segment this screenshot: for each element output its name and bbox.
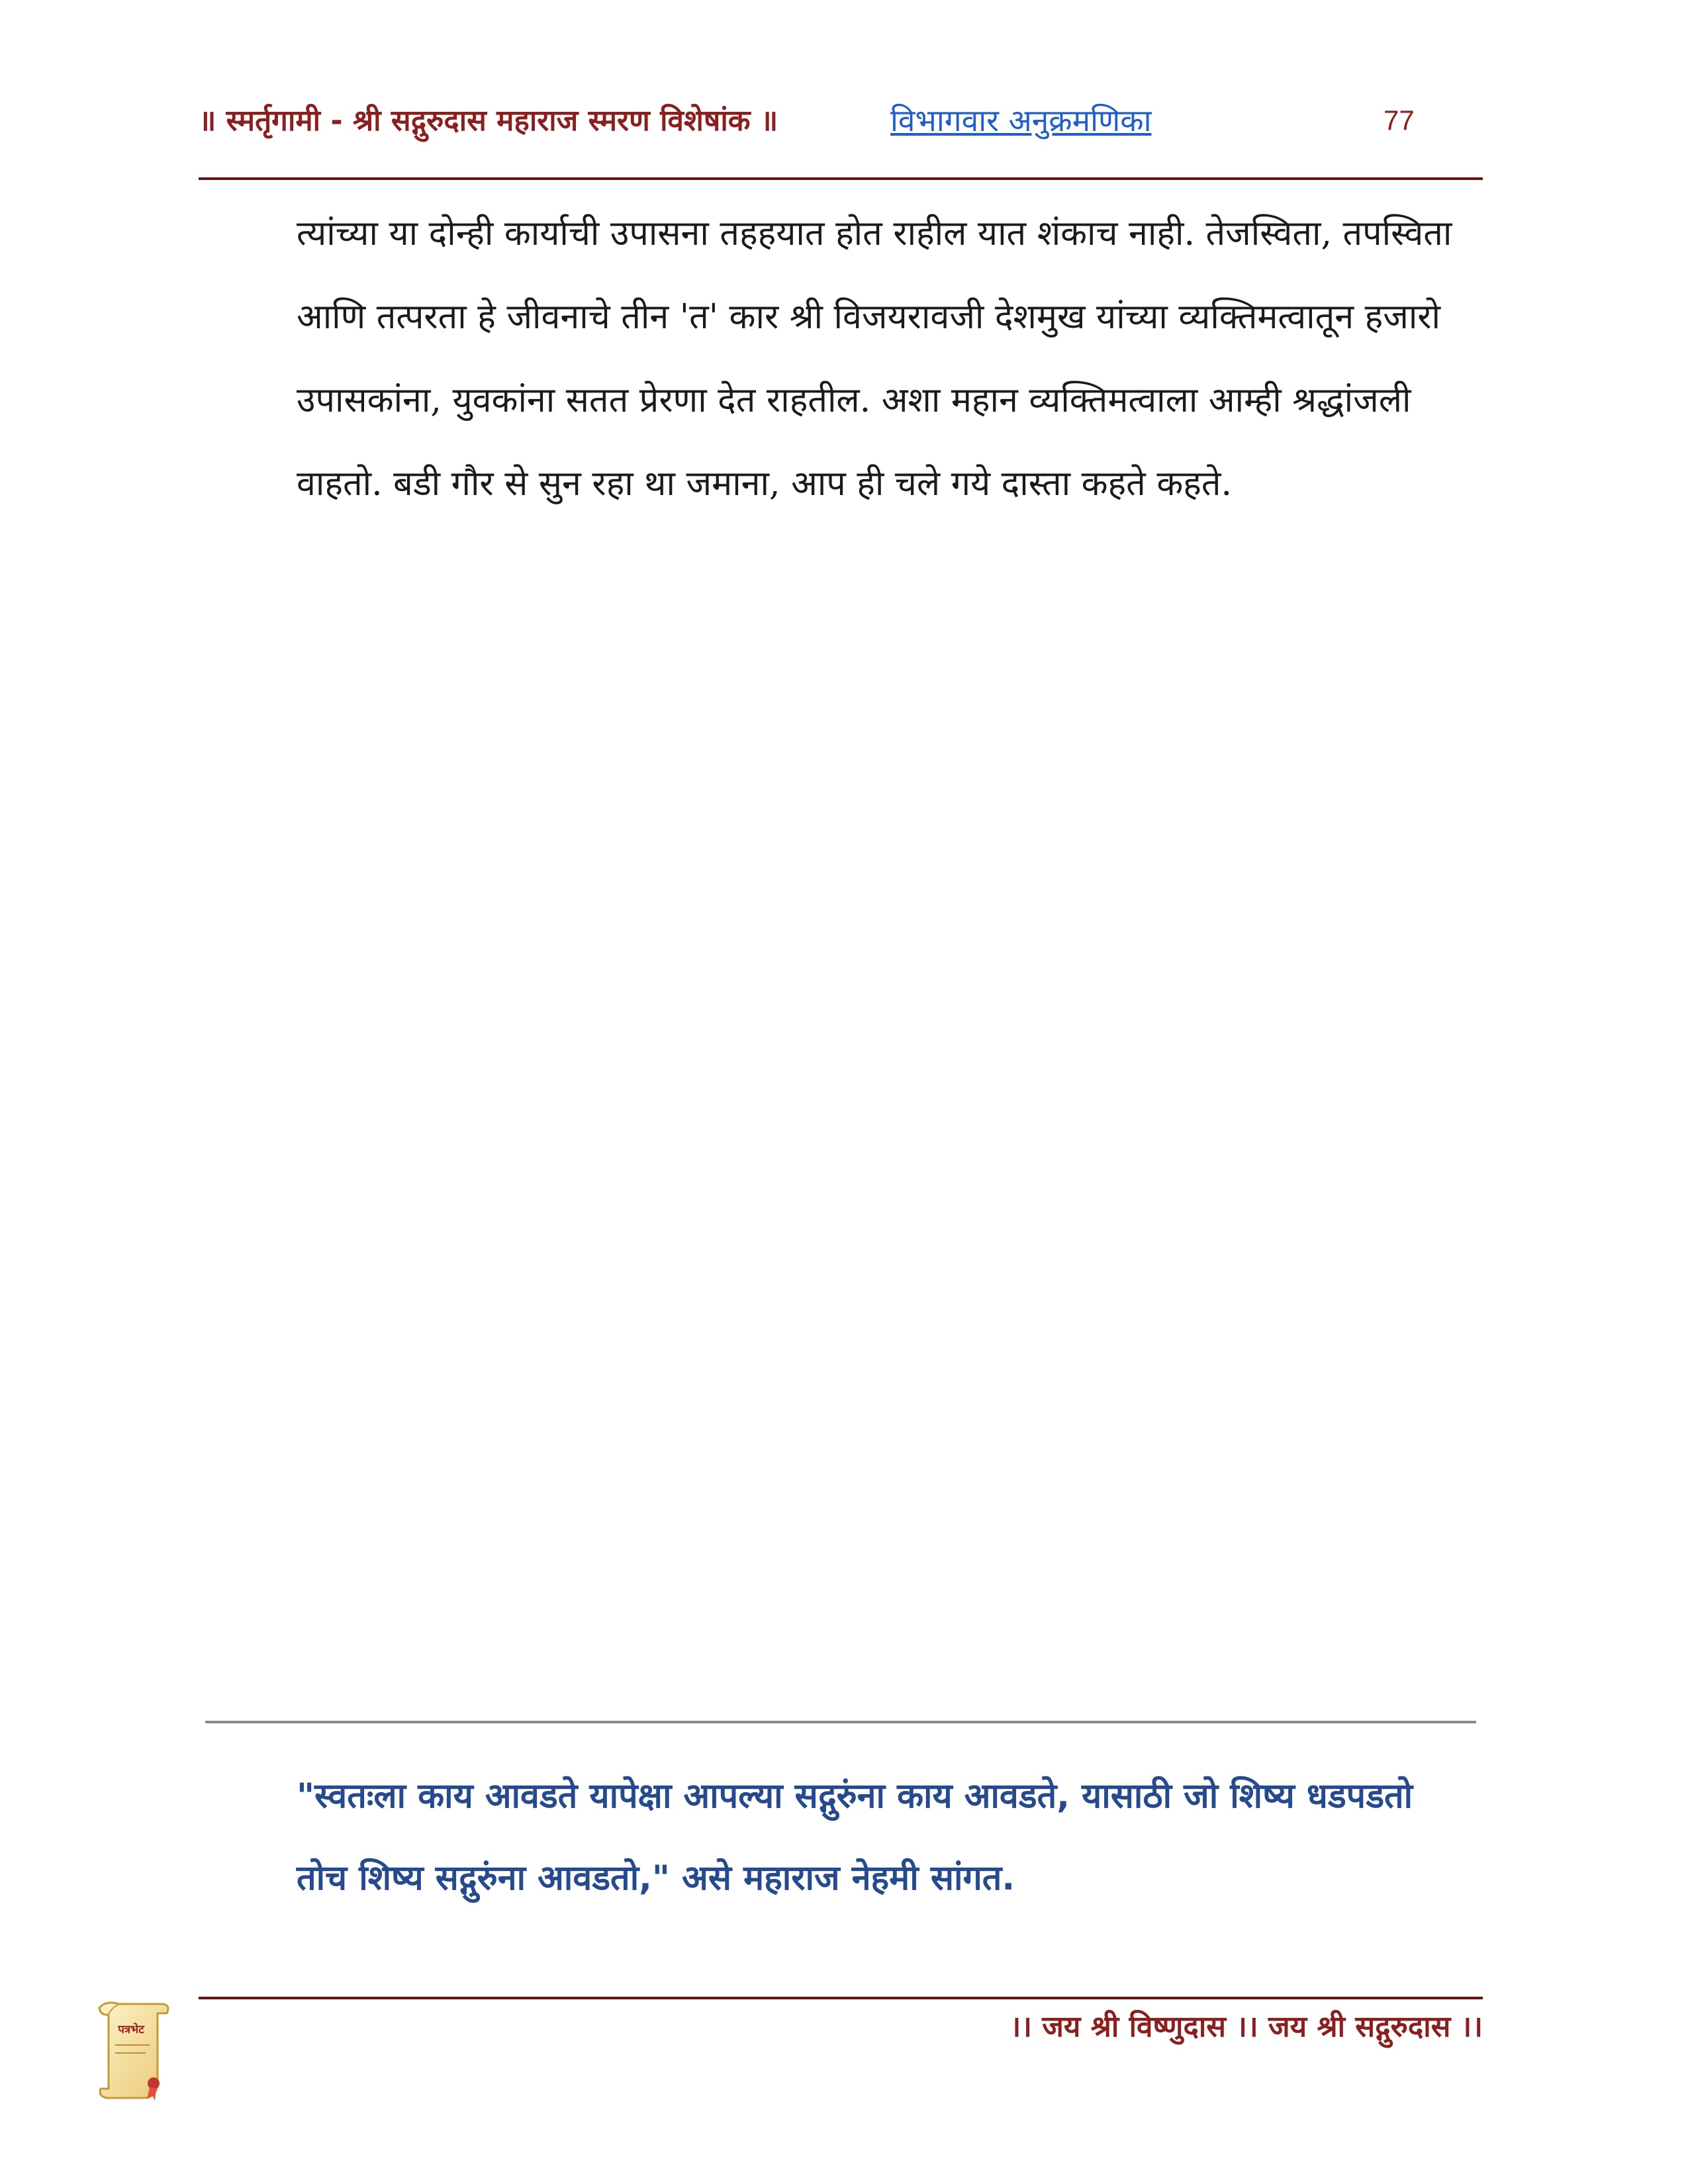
page-number: 77 (1383, 105, 1415, 136)
logo-label: पत्रभेट (118, 2023, 144, 2036)
quote-divider (205, 1721, 1476, 1723)
scroll-logo-icon (93, 1999, 172, 2105)
header-divider (199, 177, 1483, 180)
index-link[interactable]: विभागवार अनुक्रमणिका (890, 103, 1152, 138)
body-paragraph: त्यांच्या या दोन्ही कार्याची उपासना तहहयात होत राहील यात शंकाच नाही. तेजस्विता, तपस्विता आणि तत्परता हे जीवनाचे तीन 'त' कार श्री विजयरावजी देशमुख यांच्या व्यक्तिमत्वातून हजारो उपासकांना, युवकांना सतत प्रेरणा देत राहतील. अशा महान व्यक्तिमत्वाला आम्ही श्रद्धांजली वाहतो. बडी गौर से सुन रहा था जमाना, आप ही चले गये दास्ता कहते कहते. (297, 214, 1452, 504)
footer-divider (199, 1997, 1483, 1999)
quote-text: "स्वतःला काय आवडते यापेक्षा आपल्या सद्गुरुंना काय आवडते, यासाठी जो शिष्य धडपडतो तोच शिष्य सद्गुरुंना आवडतो," असे महाराज नेहमी सांगत. (297, 1776, 1413, 1898)
footer-text: ।। जय श्री विष्णुदास ।। जय श्री सद्गुरुदास ।। (1009, 2010, 1483, 2044)
header-title: ॥ स्मर्तृगामी - श्री सद्गुरुदास महाराज स्मरण विशेषांक ॥ (199, 104, 778, 138)
